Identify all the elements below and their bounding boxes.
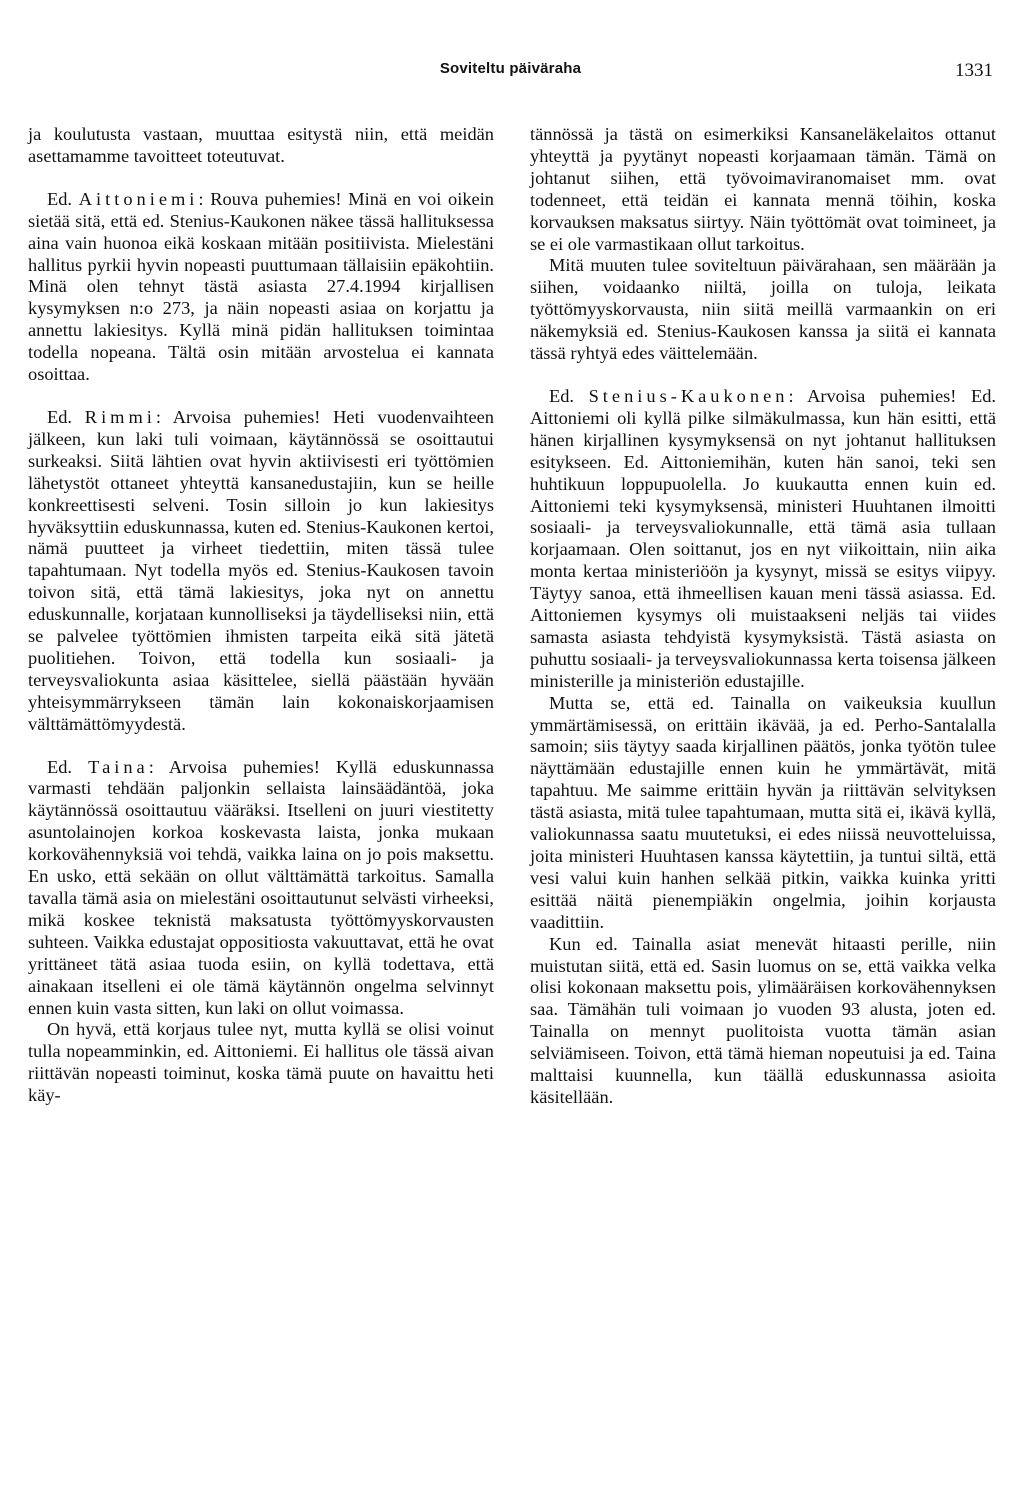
continued-paragraph (28, 124, 494, 168)
paragraph (530, 255, 996, 365)
paragraph-text: tännössä ja tästä on esimerkiksi Kansaneläkelaitos ottanut yhteyttä ja pyytänyt nopeasti korjaamaan tämän. Tämä on johtanut siihen, että työvoimaviranomaiset mm. ovat todenneet, että teidän ei kannata mennä töihin, koska korvauksen maksatus siirtyy. Näin työttömät ovat toimineet, ja se ei ole varmastikaan ollut tarkoitus. (530, 124, 996, 254)
speaker-prefix: Ed. (47, 756, 89, 777)
running-title: Soviteltu päiväraha (439, 60, 582, 77)
page-header (28, 60, 993, 84)
paragraph (530, 693, 996, 934)
page-number: 1331 (955, 60, 993, 81)
speech-text: : Arvoisa puhemies! Ed. Aittoniemi oli kyllä pilke silmäkulmassa, kun hän esitti, että hänen kirjallinen kysymyksensä on nyt johtanut hallituksen esitykseen. Ed. Aittoniemihän, kuten hän sanoi, teki sen huhtikuun loppupuolella. Jo kuukautta ennen kuin ed. Aittoniemi teki kysymyksensä, ministeri Huuhtanen ilmoitti sosiaali- ja terveysvaliokunnalle, että tämä asia tullaan korjaamaan. Olen soittanut, jos en nyt viikoittain, niin aika monta kertaa ministeriöön ja kysynyt, missä se esitys viipyy. Täytyy sanoa, että ihmeellisen kauan meni tässä asiassa. Ed. Aittoniemen kysymys oli muistaakseni neljäs tai viides samasta asiasta tehdyistä kysymyksistä. Tästä asiasta on puhuttu sosiaali- ja terveysvaliokunnassa kerta toisensa jälkeen ministerille ja ministeriön edustajille. (530, 385, 996, 691)
paragraph-text: Kun ed. Tainalla asiat menevät hitaasti perille, niin muistutan siitä, että ed. Sasin luomus on se, että vaikka velka olisi kokonaan maksettu pois, ylimääräisen korkovähennyksen saa. Tämähän tuli voimaan jo vuoden 93 alusta, joten ed. Tainalla on mennyt puolitoista vuotta tämän asian selviämiseen. Toivon, että tämä hieman nopeutuisi ja ed. Taina malttaisi kuunnella, kun täällä eduskunnassa asioita käsitellään. (530, 933, 996, 1107)
speaker-name: Aittoniemi (78, 188, 199, 209)
speech-text: : Rouva puhemies! Minä en voi oikein sietää sitä, että ed. Stenius-Kaukonen näkee tässä hallituksessa aina vain huonoa eikä koskaan mitään positiivista. Mielestäni hallitus pyrkii hyvin nopeasti puuttumaan tällaisiin epäkohtiin. Minä olen tehnyt tästä asiasta 27.4.1994 kirjallisen kysymyksen n:o 273, ja näin nopeasti asiaa on korjattu ja annettu lakiesitys. Kyllä minä pidän hallituksen toimintaa todella nopeana. Tältä osin mitään arvostelua ei kannata osoittaa. (28, 188, 495, 385)
speaker-prefix: Ed. (47, 188, 79, 209)
speech-paragraph (28, 757, 494, 1020)
speech-paragraph (28, 189, 494, 386)
paragraph-text: ja koulutusta vastaan, muuttaa esitystä niin, että meidän asettamamme tavoitteet toteutuvat. (28, 124, 494, 166)
speech-text: : Arvoisa puhemies! Kyllä eduskunnassa varmasti tehdään paljonkin sellaista lainsäädäntöä, joka käytännössä osoittautuu vääräksi. Itselleni on juuri viestitetty asuntolainojen korkoa koskevasta laista, jonka mukaan korkovähennyksiä voi tehdä, vaikka laina on jo pois maksettu. En usko, että sekään on ollut välttämättä tarkoitus. Samalla tavalla tämä asia on mielestäni osoittautunut selvästi virheeksi, mikä koskee teknistä maksatusta työttömyyskorvausten suhteen. Vaikka edustajat oppositiosta vakuuttavat, että he ovat yrittäneet tätä asiaa tuoda esiin, on kyllä todettava, että ainakaan itselleni ei ole tämä käytännön ongelma selvinnyt ennen kuin vasta sitten, kun laki on ollut voimassa. (28, 756, 494, 1018)
speaker-prefix: Ed. (549, 385, 589, 406)
paragraph-text: Mutta se, että ed. Tainalla on vaikeuksia kuullun ymmärtämisessä, on erittäin ikävää, ja ed. Perho-Santalalla samoin; siis täytyy saada kirjallinen päätös, jonka työtön tulee näyttämään edustajille ennen kuin he ymmärtävät, mitä tapahtuu. Me saimme erittäin hyvän ja riittävän selvityksen tästä asiasta, mitä tulee tapahtumaan, mutta sitä ei, ikävä kyllä, valiokunnassa saatu muutetuksi, ei edes niissä neuvotteluissa, joita ministeri Huuhtasen kanssa käytettiin, ja tuntui siltä, että vesi valui kuin hanhen selkää pitkin, vaikka kuinka yritti esittää näitä pienempiäkin ongelmia, joihin korjausta vaadittiin. (530, 692, 996, 932)
right-column (530, 124, 996, 1109)
speaker-name: Stenius-Kaukonen (588, 385, 789, 406)
speech-paragraph (530, 386, 996, 693)
continued-paragraph (530, 124, 996, 255)
speaker-prefix: Ed. (47, 406, 85, 427)
paragraph-text: On hyvä, että korjaus tulee nyt, mutta kyllä se olisi voinut tulla nopeamminkin, ed. Aittoniemi. Ei hallitus ole tässä aivan riittävän nopeasti toiminut, koska tämä puute on havaittu heti käy- (28, 1019, 494, 1106)
paragraph-text: Mitä muuten tulee soviteltuun päivärahaan, sen määrään ja siihen, voidaanko niiltä, joilla on tuloja, leikata työttömyyskorvausta, niin siitä meillä varmaankin on eri näkemyksiä ed. Stenius-Kaukosen kanssa ja siitä ei kannata tässä ryhtyä edes väittelemään. (530, 255, 996, 364)
left-column (28, 124, 494, 1107)
paragraph (530, 934, 996, 1109)
speech-text: : Arvoisa puhemies! Heti vuodenvaihteen jälkeen, kun laki tuli voimaan, käytännössä se osoittautui surkeaksi. Siitä lähtien ovat hyvin aktiivisesti eri työttömien lähetystöt ottaneet yhteyttä kansanedustajiin, kun se heille konkreettisesti selveni. Tosin silloin jo kun lakiesitys hyväksyttiin eduskunnassa, kuten ed. Stenius-Kaukonen kertoi, nämä puutteet ja virheet tiedettiin, miten tässä tulee tapahtumaan. Nyt todella myös ed. Stenius-Kaukosen tavoin toivon sitä, että tämä lakiesitys, joka nyt on annettu eduskunnalle, korjataan kunnolliseksi ja täydelliseksi niin, että se palvelee työttömien ihmisten tarpeita eikä sitä jätetä puolitiehen. Toivon, että todella kun sosiaali- ja terveysvaliokunta asiaa käsittelee, siellä päästään hyvään yhteisymmärrykseen tämän lain kokonaiskorjaamisen välttämättömyydestä. (28, 406, 494, 734)
speaker-name: Rimmi (84, 406, 156, 427)
speaker-name: Taina (88, 756, 149, 777)
speech-paragraph (28, 407, 494, 736)
paragraph (28, 1019, 494, 1107)
